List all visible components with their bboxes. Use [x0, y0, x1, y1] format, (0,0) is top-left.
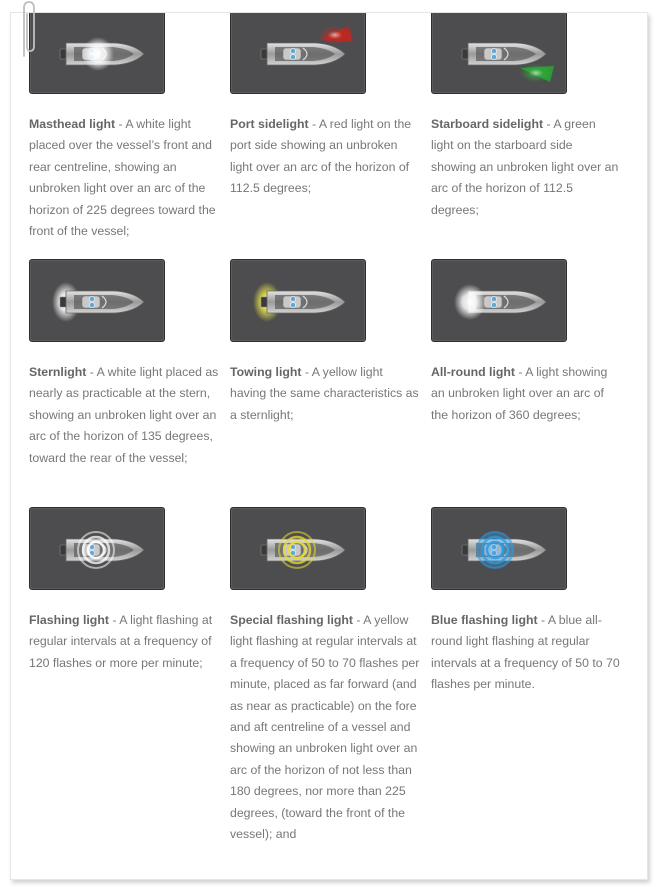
light-description	[230, 610, 420, 845]
boat-icon	[231, 508, 365, 589]
special-light-illustration	[230, 507, 366, 590]
light-description	[431, 610, 621, 696]
light-description	[29, 610, 219, 674]
light-title: Starboard sidelight	[431, 117, 544, 131]
boat-icon	[231, 12, 365, 93]
light-description	[29, 362, 219, 469]
light-text: A light flashing at regular intervals at a frequency of 120 flashes or more per minute;	[29, 613, 213, 670]
title-separator: -	[353, 613, 364, 627]
allround-light-illustration	[431, 259, 567, 342]
boat-icon	[432, 508, 566, 589]
light-title: Flashing light	[29, 613, 109, 627]
light-description	[230, 114, 420, 200]
page-frame	[10, 12, 648, 880]
light-text: A white light placed over the vessel’s front and rear centreline, showing an unbroken light over an arc of the horizon of 225 degrees toward the front of the vessel;	[29, 117, 216, 239]
title-separator: -	[543, 117, 554, 131]
light-text: A yellow light flashing at regular intervals at a frequency of 50 to 70 flashes per minute, placed as far forward (and as near as practicable) on the fore and aft centreline of a vessel and showing an unbroken light over an arc of the horizon of not less than 180 degrees, nor more than 225 degrees, (toward the front of the vessel); and	[230, 613, 420, 842]
stern-light-illustration	[29, 259, 165, 342]
title-separator: -	[108, 613, 120, 627]
light-description	[431, 114, 621, 221]
towing-light-illustration	[230, 259, 366, 342]
light-title: Towing light	[230, 365, 302, 379]
flashing-light-illustration	[29, 507, 165, 590]
blue-light-illustration	[431, 507, 567, 590]
light-description	[431, 362, 621, 426]
light-description	[230, 362, 420, 426]
boat-icon	[432, 12, 566, 93]
light-title: All-round light	[431, 365, 516, 379]
title-separator: -	[308, 117, 319, 131]
light-title: Sternlight	[29, 365, 87, 379]
boat-icon	[30, 260, 164, 341]
light-description	[29, 114, 219, 242]
title-separator: -	[301, 365, 312, 379]
light-text: A yellow light having the same characteristics as a sternlight;	[230, 365, 419, 422]
light-text: A white light placed as nearly as practicable at the stern, showing an unbroken light over an arc of the horizon of 135 degrees, toward the rear of the vessel;	[29, 365, 219, 465]
starboard-light-illustration	[431, 12, 567, 94]
boat-icon	[432, 260, 566, 341]
light-text: A light showing an unbroken light over an arc of the horizon of 360 degrees;	[431, 365, 608, 422]
title-separator: -	[86, 365, 97, 379]
light-title: Port sidelight	[230, 117, 309, 131]
title-separator: -	[537, 613, 548, 627]
light-text: A green light on the starboard side showing an unbroken light over an arc of the horizon of 112.5 degrees;	[431, 117, 619, 217]
title-separator: -	[115, 117, 126, 131]
light-title: Blue flashing light	[431, 613, 538, 627]
light-text: A red light on the port side showing an unbroken light over an arc of the horizon of 112.5 degrees;	[230, 117, 412, 196]
boat-icon	[30, 508, 164, 589]
light-title: Special flashing light	[230, 613, 353, 627]
boat-icon	[231, 260, 365, 341]
paperclip-icon	[18, 0, 36, 58]
port-light-illustration	[230, 12, 366, 94]
boat-icon	[30, 12, 164, 93]
title-separator: -	[515, 365, 526, 379]
light-text: A blue all-round light flashing at regular intervals at a frequency of 50 to 70 flashes per minute.	[431, 613, 620, 692]
masthead-light-illustration	[29, 12, 165, 94]
light-title: Masthead light	[29, 117, 116, 131]
